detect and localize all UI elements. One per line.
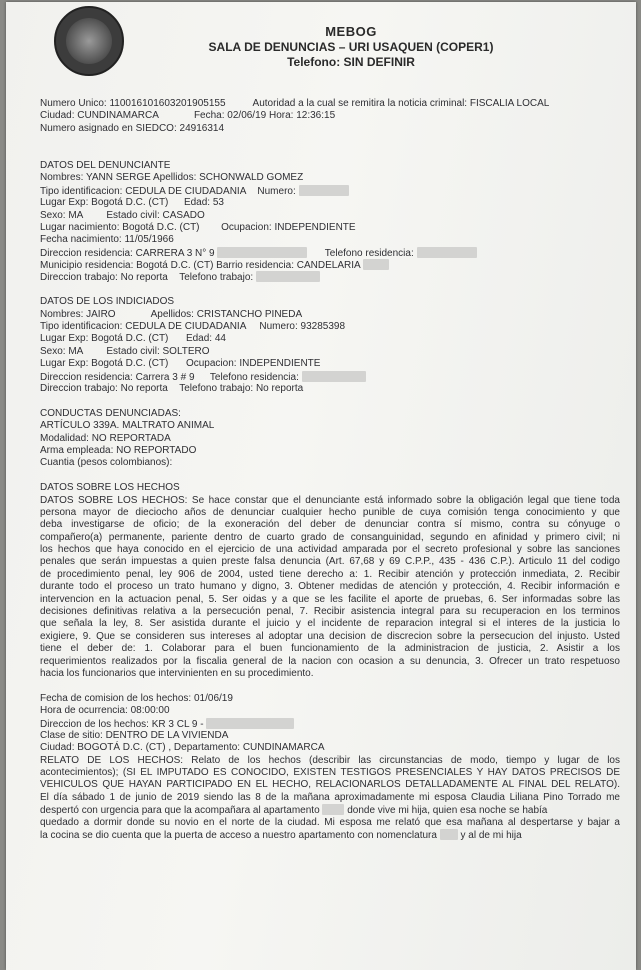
tel-trabajo: Telefono trabajo: No reporta bbox=[179, 382, 304, 394]
redacted-block bbox=[206, 718, 294, 729]
conductas-articulo: ARTÍCULO 339A. MALTRATO ANIMAL bbox=[40, 420, 215, 432]
direccion-hechos bbox=[40, 718, 620, 730]
document-body bbox=[40, 98, 620, 841]
relato-text: donde vive mi hija, quien esa noche se había bbox=[347, 805, 548, 817]
denunciante-fecha-nac: Fecha nacimiento: 11/05/1966 bbox=[40, 234, 174, 246]
indiciados-tipo-id bbox=[40, 321, 620, 333]
sexo: Sexo: MA bbox=[40, 209, 83, 221]
denunciante-nombres: Nombres: YANN SERGE Apellidos: SCHONWALD GOMEZ bbox=[40, 172, 304, 184]
apellidos: Apellidos: CRISTANCHO PINEDA bbox=[150, 308, 303, 320]
hechos-heading: DATOS SOBRE LOS HECHOS bbox=[40, 482, 180, 494]
lugar-exp: Lugar Exp: Bogotá D.C. (CT) bbox=[40, 333, 169, 345]
hechos-line: decisiones definitivas relativa a la persecución penal, 7. Recibir asistencia integral para su recuperacion en los terminos bbox=[40, 606, 620, 618]
ciudad-hechos: Ciudad: BOGOTÁ D.C. (CT) , Departamento: CUNDINAMARCA bbox=[40, 742, 325, 754]
indiciados-nombres bbox=[40, 309, 620, 321]
indiciados-heading: DATOS DE LOS INDICIADOS bbox=[40, 296, 175, 308]
redacted-block bbox=[217, 247, 307, 258]
relato-line bbox=[40, 804, 620, 816]
tel-trabajo: Telefono trabajo: bbox=[179, 272, 254, 284]
tel-res: Telefono residencia: bbox=[324, 247, 414, 259]
hora-ocurrencia: Hora de ocurrencia: 08:00:00 bbox=[40, 705, 170, 717]
redacted-block bbox=[417, 247, 477, 258]
document-title: MEBOG bbox=[325, 24, 377, 39]
direccion: Direccion residencia: CARRERA 3 N° 9 bbox=[40, 247, 215, 259]
hechos-line: que señala la ley, 8. Ser asistida durante el juicio y el incidente de reparacion integral si el interes de la justicia lo bbox=[40, 618, 620, 630]
direccion: Direccion de los hechos: KR 3 CL 9 - bbox=[40, 718, 204, 730]
conductas-heading: CONDUCTAS DENUNCIADAS: bbox=[40, 407, 181, 419]
redacted-block bbox=[322, 804, 344, 815]
trabajo: Direccion trabajo: No reporta bbox=[40, 382, 168, 394]
hechos-line: intervencion en la actuacion penal, 5. Ser oidas y a que se les facilite el aporte de pruebas, 6. Ser informadas sobre las bbox=[40, 593, 620, 605]
estado-civil: Estado civil: SOLTERO bbox=[106, 345, 210, 357]
nombres: Nombres: JAIRO bbox=[40, 308, 116, 320]
conductas-arma: Arma empleada: NO REPORTADO bbox=[40, 444, 197, 456]
indiciados-lugar-exp bbox=[40, 333, 620, 345]
numero-label: Numero: bbox=[257, 185, 296, 197]
relato-line: El día sábado 1 de junio de 2019 siendo las 8 de la mañana aproximadamente mi esposa Claudia Liliana Pino Torrado me bbox=[40, 791, 620, 803]
relato-text: y al de mi hija bbox=[460, 830, 522, 842]
document-page bbox=[6, 2, 636, 970]
redacted-block bbox=[299, 185, 349, 196]
relato-line: VEHICULOS QUE HAYAN PARTICIPADO EN EL HECHO, RELACIONARLOS DETALLADAMENTE AL FINAL DEL RELATO). bbox=[40, 779, 620, 791]
clase-sitio: Clase de sitio: DENTRO DE LA VIVIENDA bbox=[40, 729, 229, 741]
relato-line bbox=[40, 829, 620, 841]
edad: Edad: 53 bbox=[183, 197, 224, 209]
relato-line: acontecimientos); (SI EL IMPUTADO ES CONOCIDO, EXISTEN TESTIGOS PRESENCIALES Y HAY DATOS PRECISOS DE bbox=[40, 767, 620, 779]
denunciante-trabajo bbox=[40, 271, 620, 283]
indiciados-sexo bbox=[40, 346, 620, 358]
indiciados-lugar-exp-2 bbox=[40, 358, 620, 370]
numero-unico: Numero Unico: 110016101603201905155 bbox=[40, 98, 226, 109]
hechos-line: penales que serán impuestas a quien preste falsa denuncia (Art. 67,68 y 69 C.P.P., 435 - 436 C.P.). Articulo 11 del codigo bbox=[40, 556, 620, 568]
hechos-line: persona mayor de dieciocho años de denunciar cualquier hecho punible de cuya comisión tenga conocimiento y que bbox=[40, 506, 620, 518]
hechos-line: tiene el deber de: 1. Colaborar para el buen funcionamiento de la administracion de justicia, 2. Asistir a los bbox=[40, 643, 620, 655]
hechos-line: de procedimiento penal, ley 906 de 2004, usted tiene derecho a: 1. Recibir atención y protección inmediata, 2. Recibir bbox=[40, 568, 620, 580]
relato-text: la cocina se dio cuenta que la puerta de acceso a nuestro apartamento con nomenclatura bbox=[40, 830, 437, 842]
municipio: Municipio residencia: Bogotá D.C. (CT) Barrio residencia: CANDELARIA bbox=[40, 260, 361, 272]
hechos-line: exigiere, 9. Que se consideren sus intereses al adoptar una decision de discrecion sobre la persecucion del injusto. Usted bbox=[40, 630, 620, 642]
redacted-block bbox=[256, 271, 320, 282]
fecha-comision: Fecha de comision de los hechos: 01/06/19 bbox=[40, 692, 233, 704]
denunciante-sexo bbox=[40, 210, 620, 222]
tipo-id: Tipo identificacion: CEDULA DE CIUDADANIA bbox=[40, 321, 246, 333]
siedco: Numero asignado en SIEDCO: 24916314 bbox=[40, 122, 225, 134]
direccion: Direccion residencia: Carrera 3 # 9 bbox=[40, 371, 195, 383]
hechos-line: hacia los funcionarios que intervinienten en su procedimiento. bbox=[40, 667, 314, 679]
denunciante-tipo-id bbox=[40, 185, 620, 197]
edad: Edad: 44 bbox=[185, 333, 226, 345]
denunciante-direccion bbox=[40, 247, 620, 259]
ocupacion: Ocupacion: INDEPENDIENTE bbox=[221, 221, 356, 233]
conductas-modalidad: Modalidad: NO REPORTADA bbox=[40, 432, 171, 444]
denunciante-lugar-nac bbox=[40, 222, 620, 234]
lugar-exp: Lugar Exp: Bogotá D.C. (CT) bbox=[40, 358, 169, 370]
hechos-line: los hechos que haya conocido en el ejercicio de una actividad amparada por el secreto profesional y sobre las sanciones bbox=[40, 544, 620, 556]
redacted-block bbox=[363, 259, 389, 270]
relato-line: RELATO DE LOS HECHOS: Relato de los hechos (describir las circunstancias de modo, tiempo y lugar de los bbox=[40, 754, 620, 766]
denunciante-heading: DATOS DEL DENUNCIANTE bbox=[40, 159, 171, 171]
hechos-line: durante todo el proceso un trato humano y digno, 3. Obtener medidas de atención y protección, 4. Recibir información e bbox=[40, 581, 620, 593]
meta-line-1 bbox=[40, 98, 620, 110]
document-phone: Telefono: SIN DEFINIR bbox=[287, 55, 415, 69]
relato-line: quedado a dormir donde su novio en el norte de la ciudad. Mi esposa me relató que esa mañana al despertarse y bajar a bbox=[40, 816, 620, 828]
tipo-id: Tipo identificacion: CEDULA DE CIUDADANIA bbox=[40, 185, 246, 197]
hechos-line: requerimientos realizados por la fiscalia general de la nacion con ocasion a su denuncia, 3. Ofrecer un trato respetuoso bbox=[40, 655, 620, 667]
indiciados-direccion bbox=[40, 371, 620, 383]
ciudad: Ciudad: CUNDINAMARCA bbox=[40, 110, 159, 122]
hechos-line: compañero(a) permanente, pariente dentro de cuarto grado de consanguinidad, segundo en afinidad y primero civil; ni bbox=[40, 531, 620, 543]
conductas-cuantia: Cuantia (pesos colombianos): bbox=[40, 457, 173, 469]
estado-civil: Estado civil: CASADO bbox=[106, 209, 205, 221]
tel-res: Telefono residencia: bbox=[209, 371, 299, 383]
lugar-nac: Lugar nacimiento: Bogotá D.C. (CT) bbox=[40, 221, 200, 233]
indiciados-trabajo bbox=[40, 383, 620, 395]
denunciante-lugar-exp bbox=[40, 197, 620, 209]
denunciante-municipio bbox=[40, 259, 620, 271]
autoridad: Autoridad a la cual se remitira la noticia criminal: FISCALIA LOCAL bbox=[252, 98, 550, 109]
redacted-block bbox=[302, 371, 366, 382]
hechos-line: DATOS SOBRE LOS HECHOS: Se hace constar que el denunciante está informado sobre la obligación legal que tiene toda bbox=[40, 494, 620, 506]
numero: Numero: 93285398 bbox=[259, 321, 346, 333]
relato-text: despertó con urgencia para que la acompañara al apartamento bbox=[40, 805, 320, 817]
fecha-hora: Fecha: 02/06/19 Hora: 12:36:15 bbox=[193, 110, 336, 122]
lugar-exp: Lugar Exp: Bogotá D.C. (CT) bbox=[40, 197, 169, 209]
meta-line-2 bbox=[40, 110, 620, 122]
hechos-line: deba investigarse de oficio; de la exoneración del deber de denunciar contra sí mismo, contra su cónyuge o bbox=[40, 519, 620, 531]
ocupacion: Ocupacion: INDEPENDIENTE bbox=[185, 358, 321, 370]
trabajo: Direccion trabajo: No reporta bbox=[40, 272, 168, 284]
sexo: Sexo: MA bbox=[40, 345, 83, 357]
redacted-block bbox=[440, 829, 458, 840]
document-subtitle: SALA DE DENUNCIAS – URI USAQUEN (COPER1) bbox=[208, 40, 494, 54]
